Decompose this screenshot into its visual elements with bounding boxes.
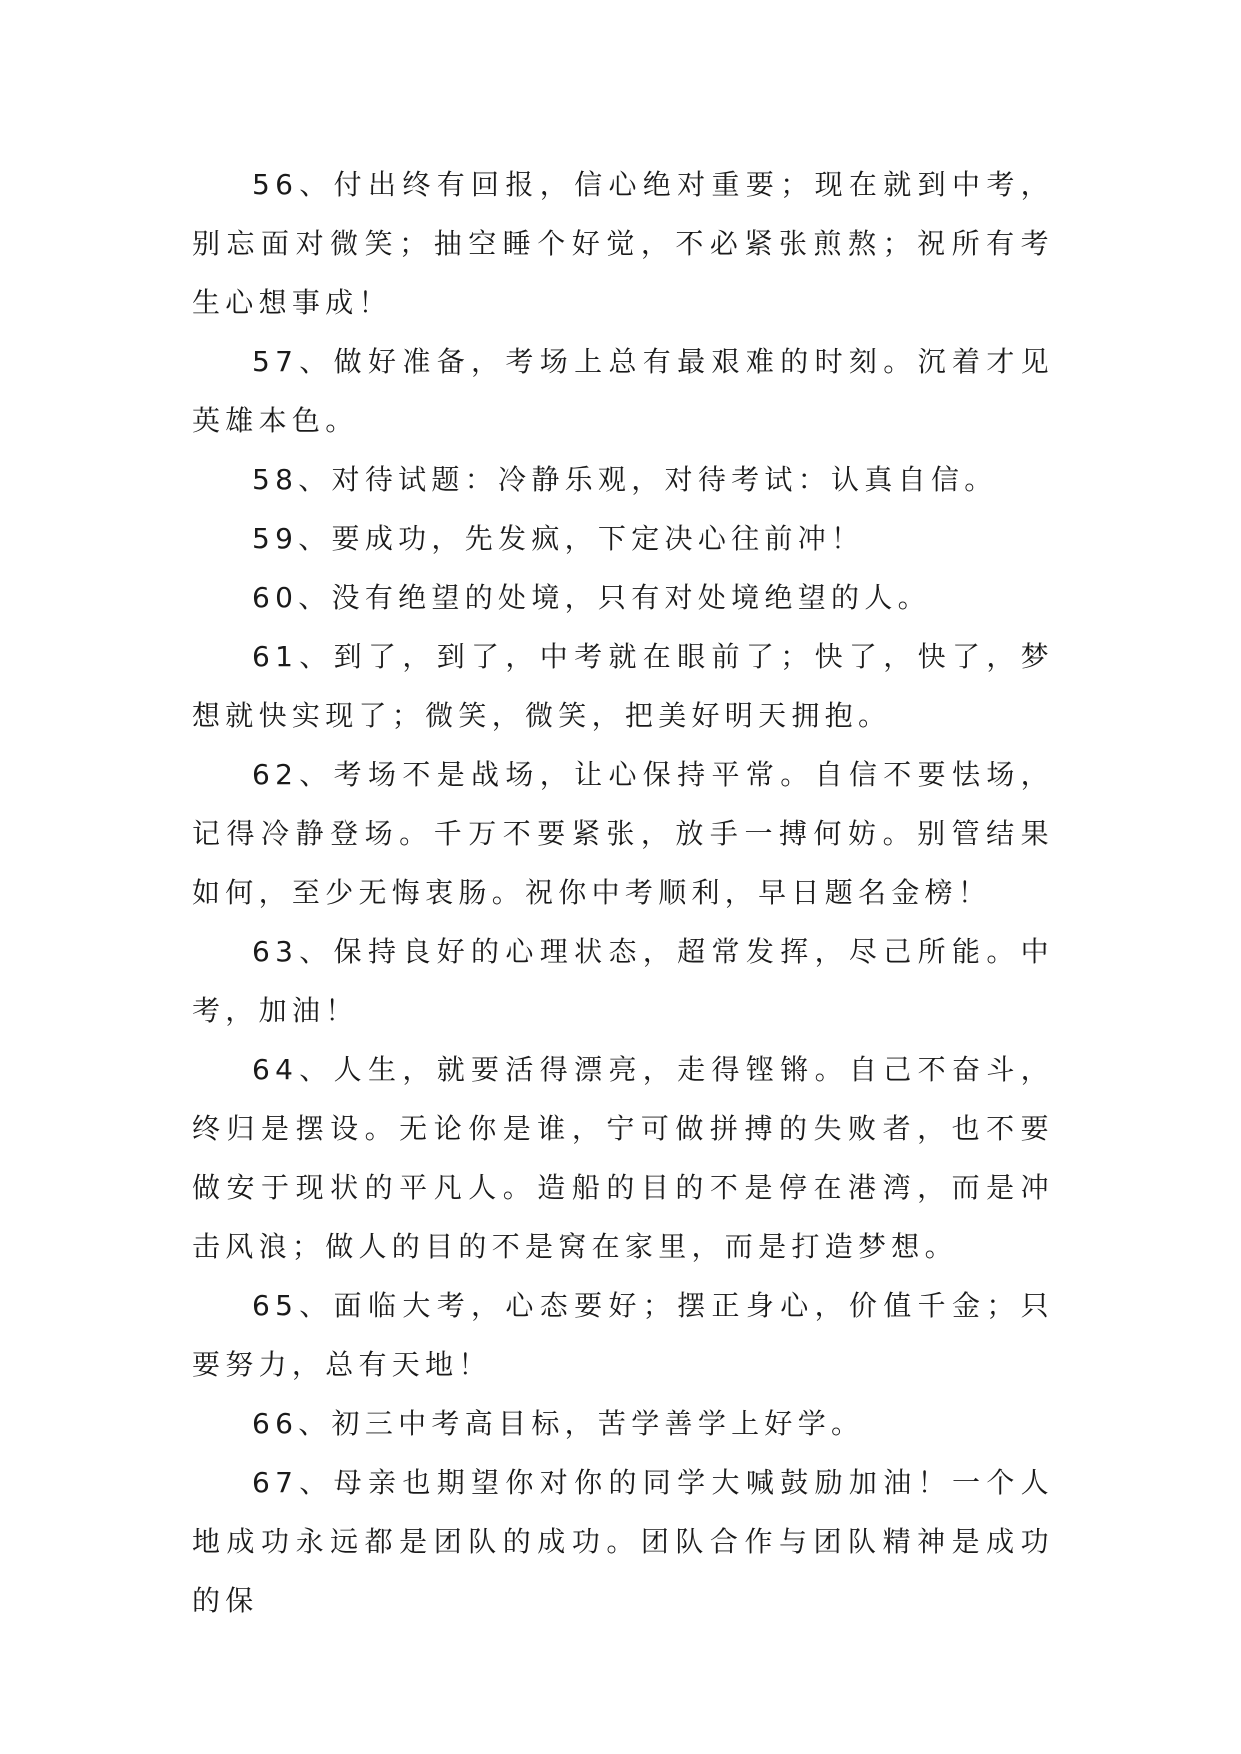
paragraph-57: 57、做好准备，考场上总有最艰难的时刻。沉着才见英雄本色。	[192, 345, 1054, 437]
document-body	[192, 155, 1054, 1630]
paragraph-56: 56、付出终有回报，信心绝对重要；现在就到中考，别忘面对微笑；抽空睡个好觉，不必紧张煎熬；祝所有考生心想事成！	[192, 168, 1054, 319]
paragraph-65: 65、面临大考，心态要好；摆正身心，价值千金；只要努力，总有天地！	[192, 1289, 1054, 1381]
paragraph-58: 58、对待试题：冷静乐观，对待考试：认真自信。	[252, 463, 998, 496]
paragraph-59: 59、要成功，先发疯，下定决心往前冲！	[252, 522, 865, 555]
paragraph-62: 62、考场不是战场，让心保持平常。自信不要怯场，记得冷静登场。千万不要紧张，放手一搏何妨。别管结果如何，至少无悔衷肠。祝你中考顺利，早日题名金榜！	[192, 758, 1054, 909]
paragraph-64: 64、人生，就要活得漂亮，走得铿锵。自己不奋斗，终归是摆设。无论你是谁，宁可做拼搏的失败者，也不要做安于现状的平凡人。造船的目的不是停在港湾，而是冲击风浪；做人的目的不是窝在家里，而是打造梦想。	[192, 1053, 1054, 1263]
paragraph-63: 63、保持良好的心理状态，超常发挥，尽己所能。中考，加油！	[192, 935, 1054, 1027]
paragraph-66: 66、初三中考高目标，苦学善学上好学。	[252, 1407, 865, 1440]
paragraph-67: 67、母亲也期望你对你的同学大喊鼓励加油！一个人地成功永远都是团队的成功。团队合作与团队精神是成功的保	[192, 1466, 1054, 1617]
paragraph-60: 60、没有绝望的处境，只有对处境绝望的人。	[252, 581, 931, 614]
paragraph-61: 61、到了，到了，中考就在眼前了；快了，快了，梦想就快实现了；微笑，微笑，把美好明天拥抱。	[192, 640, 1054, 732]
